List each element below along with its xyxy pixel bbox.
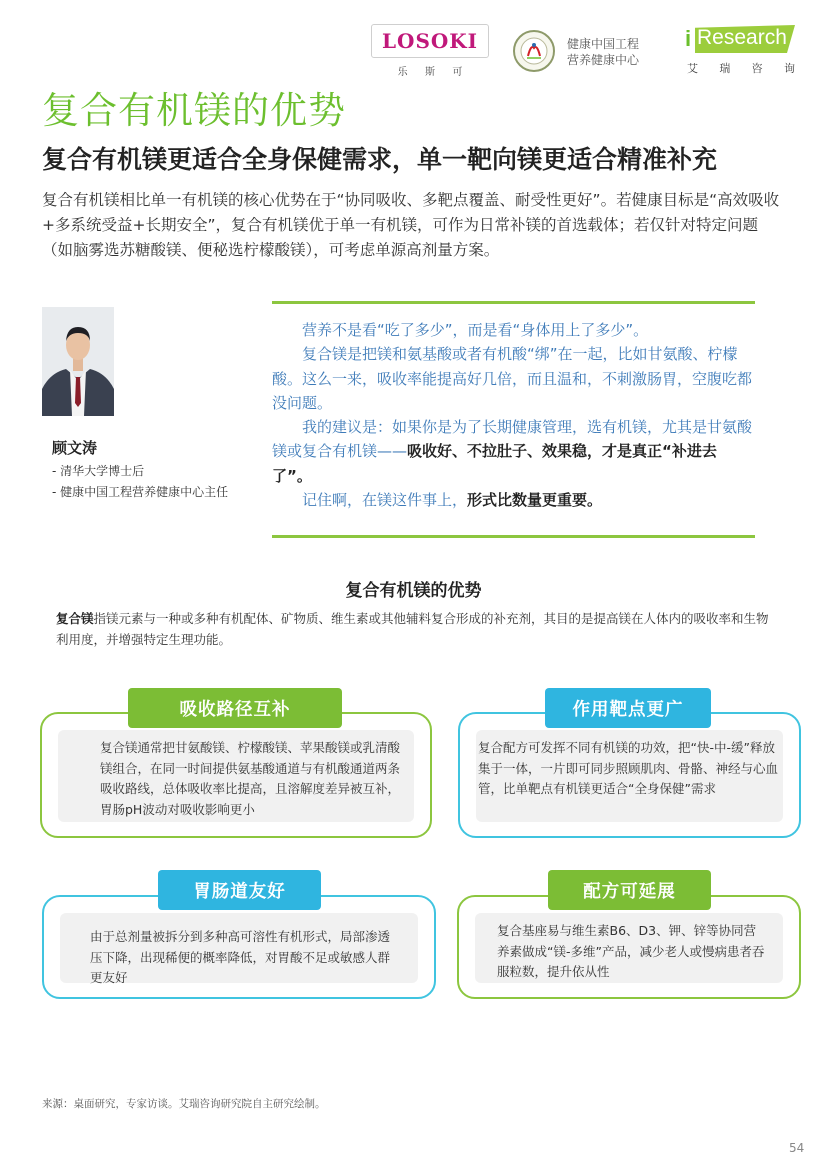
definition-text: 指镁元素与一种或多种有机配体、矿物质、维生素或其他辅料复合形成的补充剂，其目的是提高镁在人体内的吸收率和生物利用度，并增强特定生理功能。 <box>56 611 769 647</box>
source-note: 来源：桌面研究，专家访谈。艾瑞咨询研究院自主研究绘制。 <box>42 1098 326 1110</box>
definition-term: 复合镁 <box>56 611 94 626</box>
quote-paragraph <box>272 488 755 512</box>
quote-text: 记住啊，在镁这件事上， <box>302 491 468 510</box>
quote-paragraph: 复合镁是把镁和氨基酸或者有机酸“绑”在一起，比如甘氨酸、柠檬酸。这么一来，吸收率能提高好几倍，而且温和，不刺激肠胃，空腹吃都没问题。 <box>272 345 753 412</box>
quote-divider-bottom <box>272 535 755 538</box>
iresearch-wordmark: Research <box>697 26 787 49</box>
iresearch-sub-char: 咨 <box>751 62 763 75</box>
health-center-name <box>567 36 639 68</box>
iresearch-subtitle <box>687 60 795 76</box>
quote-text: 我的建议是：如果你是为了长期健康管理，选有机镁，尤其是甘氨酸镁或复合有机镁—— <box>272 418 753 461</box>
losoki-subtitle <box>371 63 489 78</box>
losoki-sub-char: 可 <box>452 67 463 78</box>
iresearch-sub-char: 艾 <box>687 62 698 75</box>
quote-paragraph: 营养不是看“吃了多少”，而是看“身体用上了多少”。 <box>302 321 649 339</box>
losoki-sub-char: 乐 <box>397 67 408 78</box>
expert-credential: - 健康中国工程营养健康中心主任 <box>52 485 229 499</box>
losoki-logo-box <box>371 24 489 58</box>
expert-portrait-image <box>42 307 114 416</box>
health-center-name-line: 健康中国工程 <box>567 37 640 51</box>
page-number: 54 <box>789 1141 805 1155</box>
iresearch-logo-i: i <box>685 26 692 51</box>
advantage-card-text: 复合镁通常把甘氨酸镁、柠檬酸镁、苹果酸镁或乳清酸镁组合，在同一时间提供氨基酸通道与有机酸通道两条吸收路线，总体吸收率比提高，且溶解度差异被互补，胃肠pH波动对吸收影响更小 <box>100 740 401 817</box>
advantage-card-text: 复合基座易与维生素B6、D3、钾、锌等协同营养素做成“镁-多维”产品，减少老人或慢病患者吞服粒数，提升依从性 <box>497 923 765 979</box>
advantage-card-label: 作用靶点更广 <box>545 688 711 728</box>
advantage-card-label: 胃肠道友好 <box>158 870 321 910</box>
expert-credential: - 清华大学博士后 <box>52 464 145 478</box>
advantage-card <box>40 712 432 838</box>
quote-divider-top <box>272 301 755 304</box>
health-center-name-line: 营养健康中心 <box>567 53 640 67</box>
iresearch-logo <box>683 22 795 80</box>
advantage-card <box>458 712 801 838</box>
advantage-card-text: 复合配方可发挥不同有机镁的功效，把“快-中-缓”释放集于一体，一片即可同步照顾肌肉、骨骼、神经与心血管，比单靶点有机镁更适合“全身保健”需求 <box>478 740 779 796</box>
page-subtitle: 复合有机镁更适合全身保健需求，单一靶向镁更适合精准补充 <box>42 145 718 174</box>
expert-name: 顾文涛 <box>52 439 98 457</box>
health-center-emblem-icon <box>513 30 555 72</box>
advantage-card-label: 配方可延展 <box>548 870 711 910</box>
emblem-figure-icon <box>519 36 549 66</box>
expert-quote <box>272 318 755 512</box>
losoki-logo <box>371 24 489 80</box>
advantage-card <box>457 895 801 999</box>
iresearch-sub-char: 询 <box>783 62 795 75</box>
quote-emphasis: 吸收好、不拉肚子、效果稳，才是真正“补进去了”。 <box>272 442 717 485</box>
section-title: 复合有机镁的优势 <box>345 581 482 601</box>
quote-emphasis: 形式比数量更重要。 <box>467 491 603 510</box>
quote-paragraph <box>272 415 755 488</box>
expert-portrait <box>42 307 114 416</box>
intro-paragraph: 复合有机镁相比单一有机镁的核心优势在于“协同吸收、多靶点覆盖、耐受性更好”。若健康目标是“高效吸收+多系统受益+长期安全”，复合有机镁优于单一有机镁，可作为日常补镁的首选载体；若仅针对特定问题（如脑雾选苏糖酸镁、便秘选柠檬酸镁），可考虑单源高剂量方案。 <box>42 191 780 259</box>
advantage-card <box>42 895 436 999</box>
losoki-sub-char: 斯 <box>424 67 435 78</box>
definition-paragraph <box>56 608 776 650</box>
page-title: 复合有机镁的优势 <box>42 89 346 132</box>
losoki-wordmark: LOSOKI <box>381 29 479 53</box>
advantage-card-text: 由于总剂量被拆分到多种高可溶性有机形式，局部渗透压下降，出现稀便的概率降低，对胃酸不足或敏感人群更友好 <box>90 929 391 985</box>
iresearch-sub-char: 瑞 <box>719 62 731 75</box>
advantage-card-label: 吸收路径互补 <box>128 688 342 728</box>
